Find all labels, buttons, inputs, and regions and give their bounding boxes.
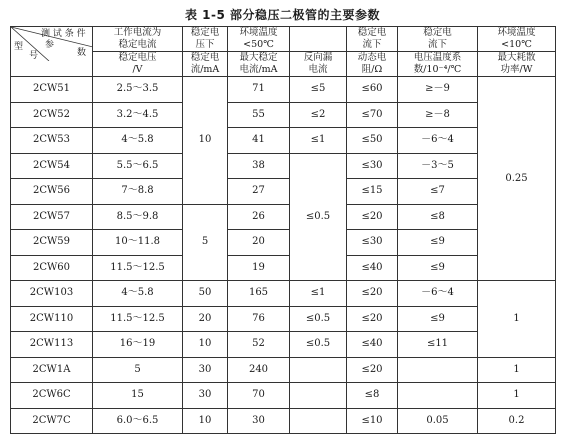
temp-coef-cell: ≥－8	[398, 102, 478, 128]
leak-cell: ≤1	[290, 281, 347, 307]
col-temp-coefficient: 电压温度系 数/10⁻⁴/℃	[398, 52, 478, 77]
cond-stable-current-b: 稳定电 流下	[398, 27, 478, 52]
table-caption: 表 1-5 部分稳压二极管的主要参数	[184, 8, 381, 22]
voltage-cell: 3.2～4.5	[93, 102, 183, 128]
current-cell: 20	[183, 306, 228, 332]
resistance-cell: ≤30	[347, 153, 398, 179]
voltage-cell: 2.5～3.5	[93, 77, 183, 103]
max-current-cell: 55	[228, 102, 290, 128]
max-current-cell: 30	[228, 408, 290, 434]
cond-working-current: 工作电流为 稳定电流	[93, 27, 183, 52]
table-row	[11, 255, 556, 281]
voltage-cell: 11.5～12.5	[93, 306, 183, 332]
temp-coef-cell: ≤11	[398, 332, 478, 358]
cond-empty	[290, 27, 347, 52]
header-corner-cell	[11, 27, 93, 77]
model-cell: 2CW52	[11, 102, 93, 128]
resistance-cell: ≤50	[347, 128, 398, 154]
model-cell: 2CW103	[11, 281, 93, 307]
max-current-cell: 165	[228, 281, 290, 307]
leak-cell: ≤0.5	[290, 306, 347, 332]
corner-label-params: 参	[45, 40, 55, 50]
cond-ambient-10: 环境温度 <10℃	[478, 27, 556, 52]
leak-cell	[290, 408, 347, 434]
leak-cell: ≤2	[290, 102, 347, 128]
current-cell: 30	[183, 357, 228, 383]
temp-coef-cell: ≥－9	[398, 77, 478, 103]
table-row	[11, 230, 556, 256]
temp-coef-cell: －6～4	[398, 128, 478, 154]
voltage-cell: 5	[93, 357, 183, 383]
current-cell: 50	[183, 281, 228, 307]
col-max-current: 最大稳定 电流/mA	[228, 52, 290, 77]
table-row	[11, 128, 556, 154]
col-stable-current: 稳定电 流/mA	[183, 52, 228, 77]
resistance-cell: ≤20	[347, 306, 398, 332]
model-cell: 2CW1A	[11, 357, 93, 383]
zener-diode-parameter-table	[10, 26, 556, 434]
max-current-cell: 76	[228, 306, 290, 332]
voltage-cell: 10～11.8	[93, 230, 183, 256]
table-row	[11, 204, 556, 230]
resistance-cell: ≤20	[347, 281, 398, 307]
voltage-cell: 6.0～6.5	[93, 408, 183, 434]
model-cell: 2CW60	[11, 255, 93, 281]
max-current-cell: 27	[228, 179, 290, 205]
resistance-cell: ≤20	[347, 204, 398, 230]
corner-label-conditions: 测 试 条 件	[41, 29, 86, 39]
current-merged-cell: 10	[183, 77, 228, 205]
voltage-cell: 16～19	[93, 332, 183, 358]
model-cell: 2CW6C	[11, 383, 93, 409]
resistance-cell: ≤10	[347, 408, 398, 434]
table-row	[11, 102, 556, 128]
max-current-cell: 26	[228, 204, 290, 230]
col-stable-voltage: 稳定电压 /V	[93, 52, 183, 77]
table-row	[11, 77, 556, 103]
cond-stable-voltage: 稳定电 压下	[183, 27, 228, 52]
resistance-cell: ≤40	[347, 255, 398, 281]
table-row	[11, 332, 556, 358]
resistance-cell: ≤30	[347, 230, 398, 256]
leak-merged-cell: ≤0.5	[290, 153, 347, 281]
voltage-cell: 11.5～12.5	[93, 255, 183, 281]
leak-cell	[290, 383, 347, 409]
col-max-power: 最大耗散 功率/W	[478, 52, 556, 77]
table-row	[11, 153, 556, 179]
current-cell: 10	[183, 408, 228, 434]
table-row	[11, 383, 556, 409]
leak-cell: ≤0.5	[290, 332, 347, 358]
corner-label-shu: 数	[77, 48, 87, 58]
temp-coef-cell: －6～4	[398, 281, 478, 307]
max-current-cell: 20	[228, 230, 290, 256]
temp-coef-cell: 0.05	[398, 408, 478, 434]
leak-cell	[290, 357, 347, 383]
voltage-cell: 15	[93, 383, 183, 409]
model-cell: 2CW57	[11, 204, 93, 230]
cond-stable-current-a: 稳定电 流下	[347, 27, 398, 52]
model-cell: 2CW51	[11, 77, 93, 103]
leak-cell: ≤5	[290, 77, 347, 103]
model-cell: 2CW54	[11, 153, 93, 179]
resistance-cell: ≤8	[347, 383, 398, 409]
model-cell: 2CW56	[11, 179, 93, 205]
max-current-cell: 70	[228, 383, 290, 409]
temp-coef-cell: ≤9	[398, 230, 478, 256]
power-cell: 1	[478, 357, 556, 383]
resistance-cell: ≤60	[347, 77, 398, 103]
temp-coef-cell	[398, 357, 478, 383]
max-current-cell: 41	[228, 128, 290, 154]
temp-coef-cell: ≤7	[398, 179, 478, 205]
header-row-conditions	[11, 27, 556, 52]
table-row	[11, 179, 556, 205]
voltage-cell: 4～5.8	[93, 128, 183, 154]
max-current-cell: 19	[228, 255, 290, 281]
corner-label-xing: 型	[14, 42, 24, 52]
temp-coef-cell: ≤9	[398, 306, 478, 332]
max-current-cell: 71	[228, 77, 290, 103]
power-merged-cell: 1	[478, 281, 556, 358]
resistance-cell: ≤20	[347, 357, 398, 383]
current-cell: 10	[183, 332, 228, 358]
voltage-cell: 8.5～9.8	[93, 204, 183, 230]
cond-ambient-50: 环境温度 <50℃	[228, 27, 290, 52]
table-row	[11, 408, 556, 434]
voltage-cell: 4～5.8	[93, 281, 183, 307]
temp-coef-cell: ≤9	[398, 255, 478, 281]
col-leakage: 反向漏 电流	[290, 52, 347, 77]
current-merged-cell: 5	[183, 204, 228, 281]
power-merged-cell: 0.25	[478, 77, 556, 281]
max-current-cell: 52	[228, 332, 290, 358]
resistance-cell: ≤70	[347, 102, 398, 128]
model-cell: 2CW53	[11, 128, 93, 154]
resistance-cell: ≤15	[347, 179, 398, 205]
model-cell: 2CW7C	[11, 408, 93, 434]
table-row	[11, 306, 556, 332]
max-current-cell: 240	[228, 357, 290, 383]
model-cell: 2CW110	[11, 306, 93, 332]
leak-cell: ≤1	[290, 128, 347, 154]
table-row	[11, 357, 556, 383]
table-row	[11, 281, 556, 307]
temp-coef-cell	[398, 383, 478, 409]
current-cell: 30	[183, 383, 228, 409]
voltage-cell: 7～8.8	[93, 179, 183, 205]
model-cell: 2CW113	[11, 332, 93, 358]
power-cell: 1	[478, 383, 556, 409]
power-cell: 0.2	[478, 408, 556, 434]
col-dynamic-resistance: 动态电 阻/Ω	[347, 52, 398, 77]
temp-coef-cell: －3～5	[398, 153, 478, 179]
max-current-cell: 38	[228, 153, 290, 179]
voltage-cell: 5.5～6.5	[93, 153, 183, 179]
corner-label-hao: 号	[29, 51, 39, 61]
resistance-cell: ≤40	[347, 332, 398, 358]
model-cell: 2CW59	[11, 230, 93, 256]
temp-coef-cell: ≤8	[398, 204, 478, 230]
